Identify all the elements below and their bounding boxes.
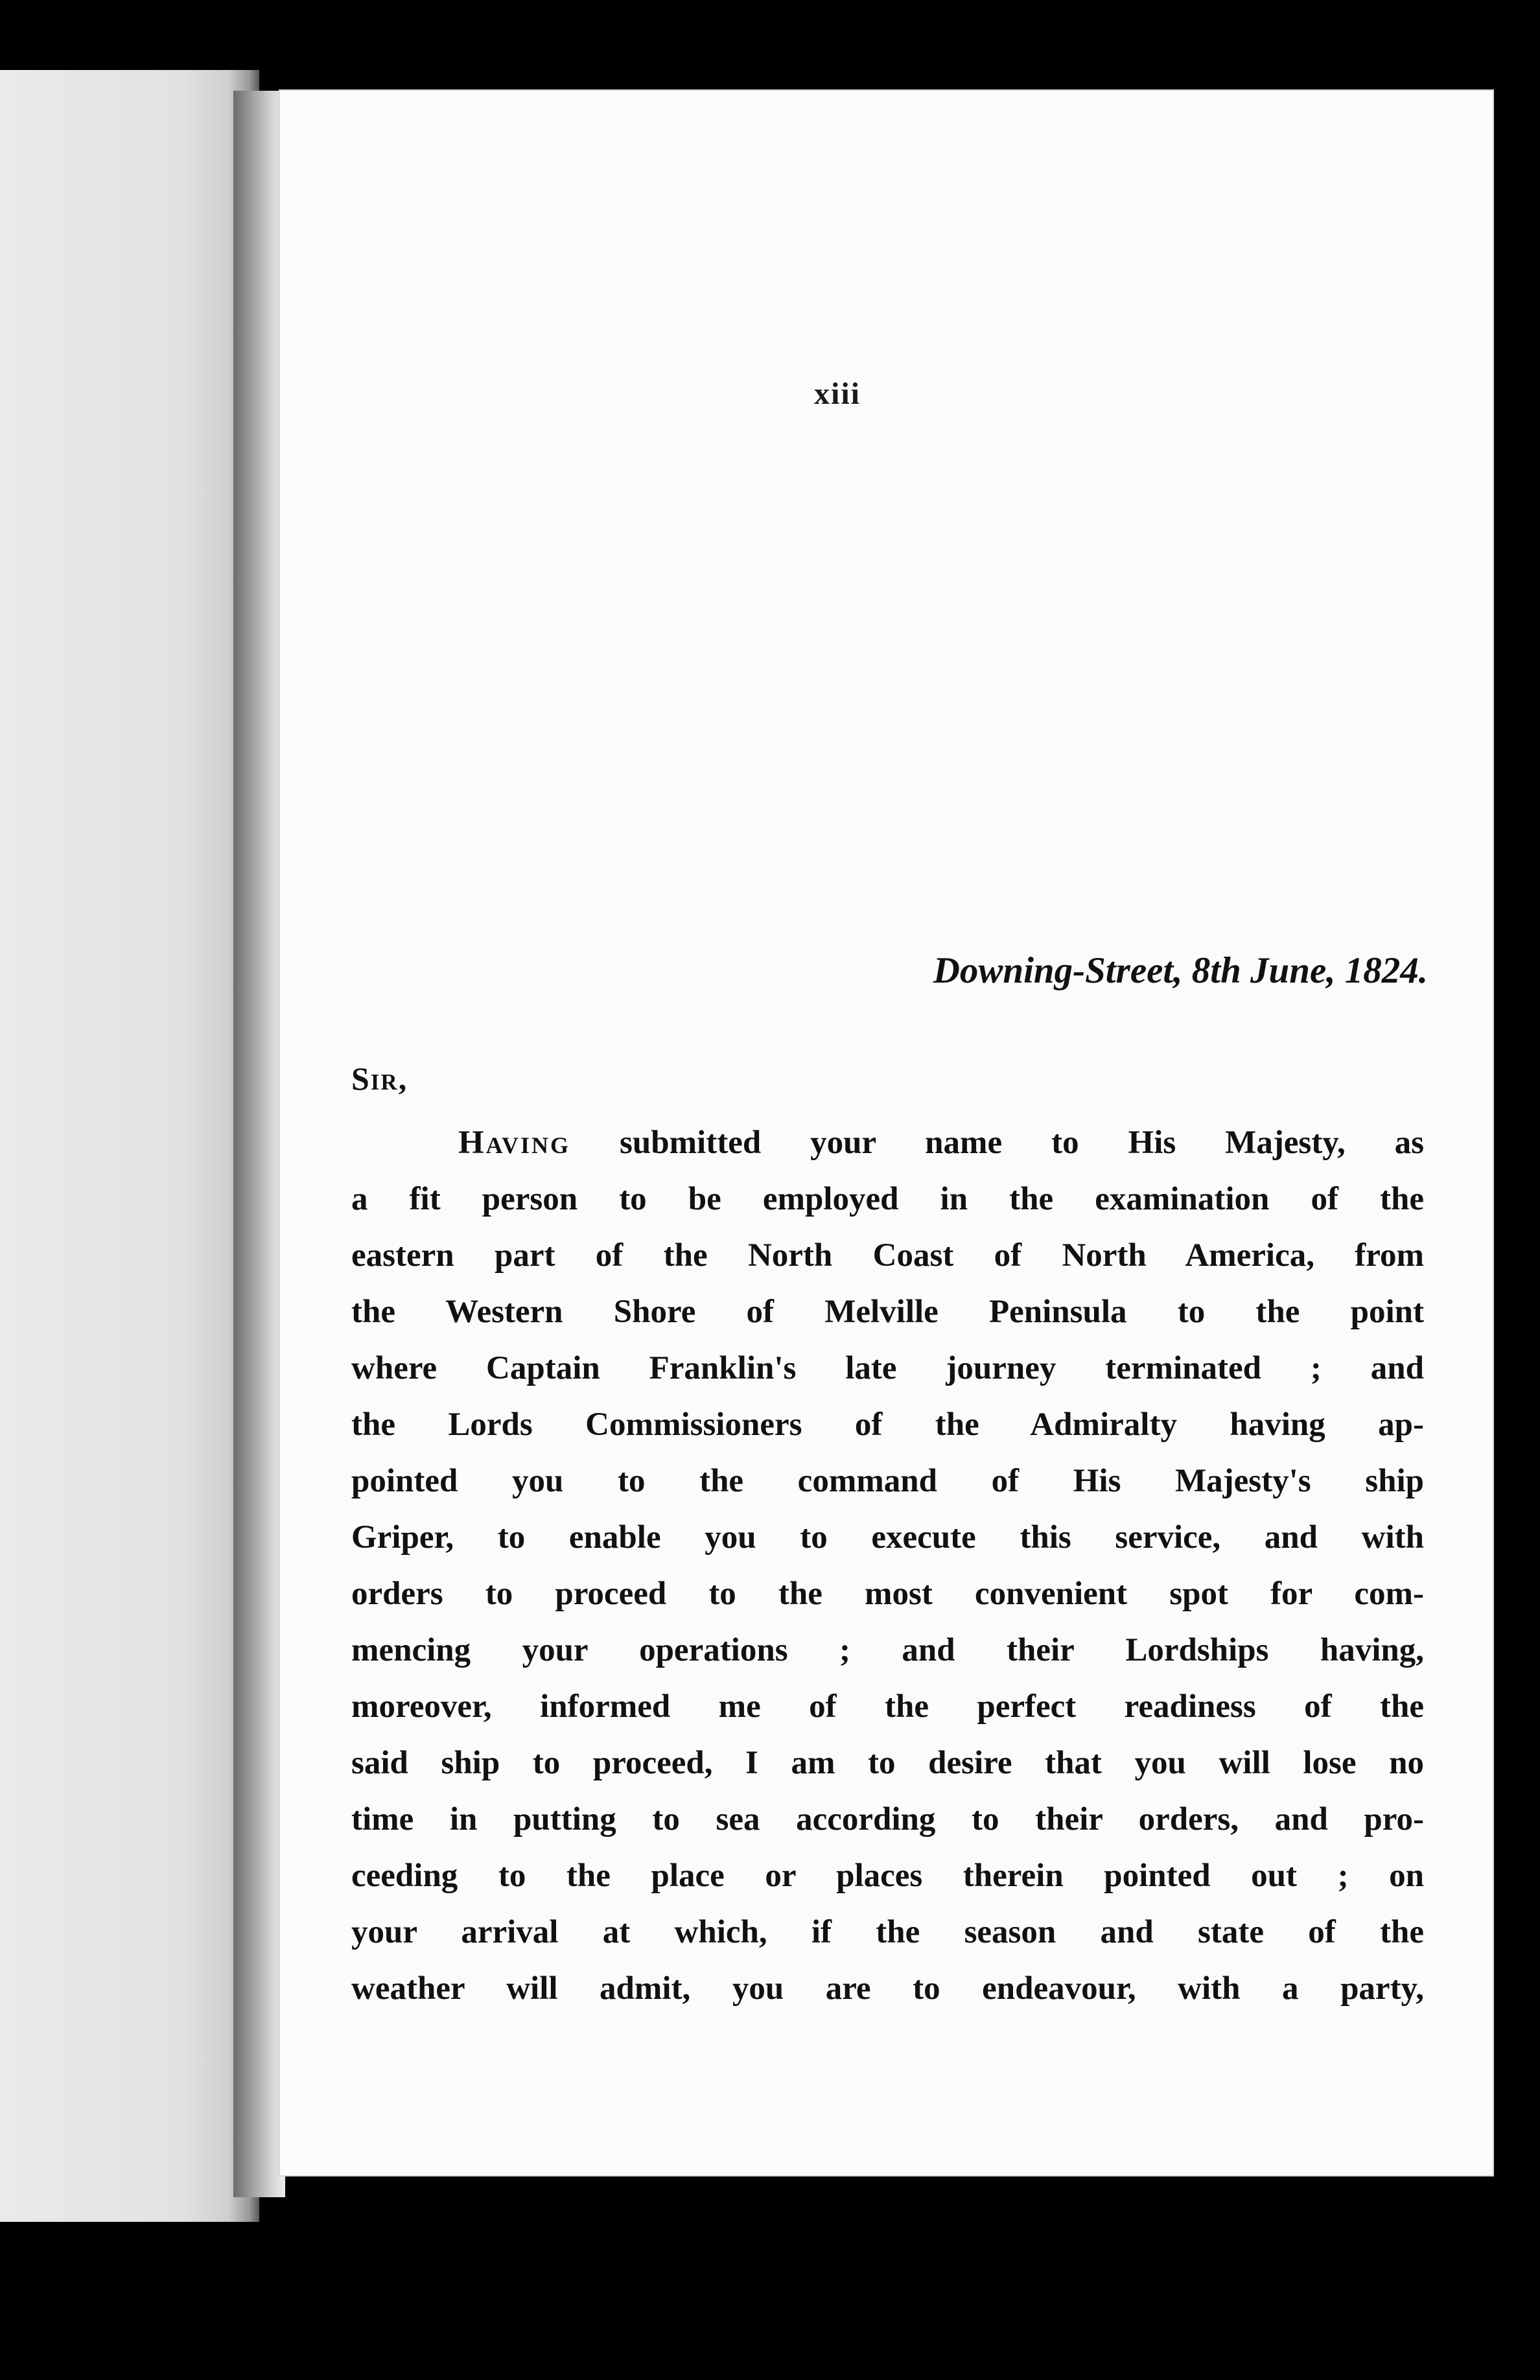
first-line-text: submitted your name to His Majesty, as [570,1125,1424,1161]
letter-dateline: Downing-Street, 8th June, 1824. [933,950,1428,991]
body-line: mencing your operations ; and their Lordships having, [351,1632,1424,1668]
body-line [351,1115,1424,1171]
body-line: orders to proceed to the most convenient spot for com- [351,1576,1424,1612]
body-line: time in putting to sea according to their orders, and pro- [351,1801,1424,1838]
body-line: a fit person to be employed in the examination of the [351,1181,1424,1217]
body-line: pointed you to the command of His Majesty's ship [351,1463,1424,1499]
body-line: ceeding to the place or places therein pointed out ; on [351,1858,1424,1894]
letter-salutation: Sir, [351,1060,408,1097]
page-number: xiii [813,377,861,411]
lead-word: Having [458,1125,571,1161]
body-line: the Western Shore of Melville Peninsula to the point [351,1294,1424,1330]
body-line: your arrival at which, if the season and state of the [351,1914,1424,1950]
body-line: Griper, to enable you to execute this service, and with [351,1519,1424,1556]
body-line: the Lords Commissioners of the Admiralty having ap- [351,1406,1424,1443]
facing-page [0,70,259,2222]
book-spine-shadow [233,91,285,2197]
body-line: where Captain Franklin's late journey terminated ; and [351,1350,1424,1386]
book-page [279,89,1494,2176]
body-line: eastern part of the North Coast of North America, from [351,1237,1424,1274]
body-line: moreover, informed me of the perfect readiness of the [351,1688,1424,1725]
body-line: said ship to proceed, I am to desire that you will lose no [351,1745,1424,1781]
letter-body [351,1115,1424,2017]
body-line: weather will admit, you are to endeavour, with a party, [351,1970,1424,2007]
